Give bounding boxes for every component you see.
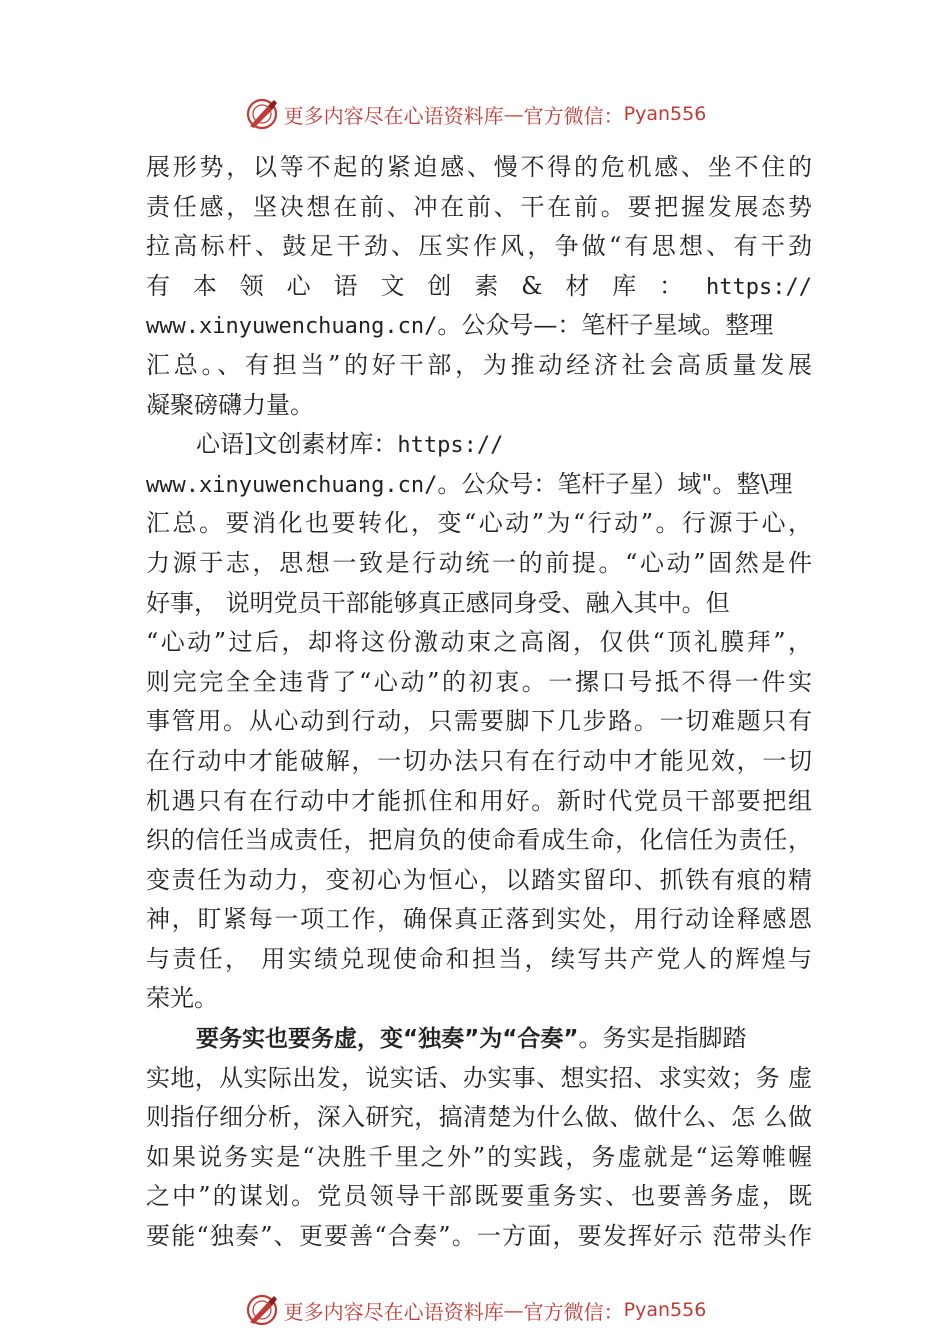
text-line <box>146 425 812 465</box>
line-text: “心动”过后，却将这份激动束之高阁，仅供“顶礼膜拜”， <box>146 628 812 657</box>
banner-wechat-label: 官方微信： <box>523 1299 624 1324</box>
line-text: 机遇只有在行动中才能抓住和用好。新时代党员干部要把组 <box>146 786 812 815</box>
text-line <box>146 663 812 703</box>
text-line <box>146 188 812 228</box>
text-line <box>146 227 812 267</box>
banner-dash: — <box>503 1298 524 1322</box>
line-text: 事管用。从心动到行动，只需要脚下几步路。一切难题只有 <box>146 707 812 736</box>
text-line <box>146 742 812 782</box>
line-text: 好事， 说明党员干部能够真正感同身受、融入其中。但 <box>146 588 730 617</box>
text-line <box>146 306 812 346</box>
line-text: 变责任为动力，变初心为恒心，以踏实留印、抓铁有痕的精 <box>146 865 812 894</box>
text-line <box>146 148 812 188</box>
text-line <box>146 1098 812 1138</box>
line-text: 神，盯紧每一项工作，确保真正落到实处，用行动诠释感恩 <box>146 905 812 934</box>
header-banner <box>0 94 950 134</box>
line-text: 。务实是指脚踏 <box>578 1024 747 1053</box>
text-line <box>146 346 812 386</box>
text-line <box>146 900 812 940</box>
text-line <box>146 702 812 742</box>
text-line <box>146 979 812 1019</box>
text-line <box>146 861 812 901</box>
line-text: 与责任， 用实绩兑现使命和担当，续写共产党人的辉煌与 <box>146 944 812 973</box>
banner-main-text: 更多内容尽在心语资料库 <box>283 1299 504 1324</box>
text-line <box>146 544 812 584</box>
text-line <box>146 1138 812 1178</box>
banner-wechat-id: Pyan556 <box>623 1299 707 1321</box>
line-text: 在行动中才能破解，一切办法只有在行动中才能见效，一切 <box>146 746 812 775</box>
text-line <box>146 623 812 663</box>
text-line <box>146 267 812 307</box>
bold-heading: 要务实也要务虚，变“独奏”为“合奏” <box>196 1026 579 1053</box>
line-text: 之中”的谋划。党员领导干部既要重务实、也要善务虚，既 <box>146 1182 812 1211</box>
line-text: www.xinyuwenchuang.cn/。公众号：笔杆子星）域"。整\理 <box>146 469 793 498</box>
line-text: 责任感，坚决想在前、冲在前、干在前。要把握发展态势 <box>146 192 812 221</box>
line-text: 实地，从实际出发，说实话、办实事、想实招、求实效；务 虚 <box>146 1063 812 1092</box>
line-text: 要能“独奏”、更要善“合奏”。一方面，要发挥好示 范带头作 <box>146 1222 812 1251</box>
text-line <box>146 1059 812 1099</box>
text-line <box>146 782 812 822</box>
banner-wechat-label: 官方微信： <box>523 103 624 128</box>
text-line <box>146 465 812 505</box>
line-text: 凝聚磅礴力量。 <box>146 390 314 419</box>
text-line <box>146 584 812 624</box>
line-text: 心语]文创素材库：https:// <box>196 430 504 459</box>
line-text: 织的信任当成责任，把肩负的使命看成生命，化信任为责任， <box>146 826 812 855</box>
footer-banner <box>0 1290 950 1330</box>
line-text: 汇总。要消化也要转化，变“心动”为“行动”。行源于心， <box>146 509 812 538</box>
pen-seal-logo-icon <box>244 1292 280 1328</box>
line-text: 力源于志，思想一致是行动统一的前提。“心动”固然是件 <box>146 548 812 577</box>
banner-dash: — <box>503 102 524 126</box>
text-line <box>146 386 812 426</box>
line-text: 荣光。 <box>146 984 218 1013</box>
line-text: 如果说务实是“决胜千里之外”的实践，务虚就是“运筹帷幄 <box>146 1142 812 1171</box>
text-line <box>146 1217 812 1257</box>
text-line <box>146 940 812 980</box>
document-body <box>146 148 812 1257</box>
line-text: 汇总。、有担当”的好干部，为推动经济社会高质量发展 <box>146 350 812 379</box>
line-text: 则指仔细分析，深入研究，搞清楚为什么做、做什么、怎 么做 <box>146 1103 812 1132</box>
text-line <box>146 1019 812 1059</box>
line-text: 则完完全全违背了“心动”的初衷。一摞口号抵不得一件实 <box>146 667 812 696</box>
line-text: 拉高标杆、鼓足干劲、压实作风，争做“有思想、有干劲 <box>146 232 812 261</box>
banner-main-text: 更多内容尽在心语资料库 <box>283 103 504 128</box>
pen-seal-logo-icon <box>244 96 280 132</box>
line-text: 有本领心语文创素&材库：https:// <box>146 271 812 300</box>
banner-wechat-id: Pyan556 <box>623 103 707 125</box>
line-text: www.xinyuwenchuang.cn/。公众号—：笔杆子星域。整理 <box>146 311 774 340</box>
text-line <box>146 504 812 544</box>
text-line <box>146 821 812 861</box>
line-text: 展形势，以等不起的紧迫感、慢不得的危机感、坐不住的 <box>146 153 812 181</box>
text-line <box>146 1177 812 1217</box>
